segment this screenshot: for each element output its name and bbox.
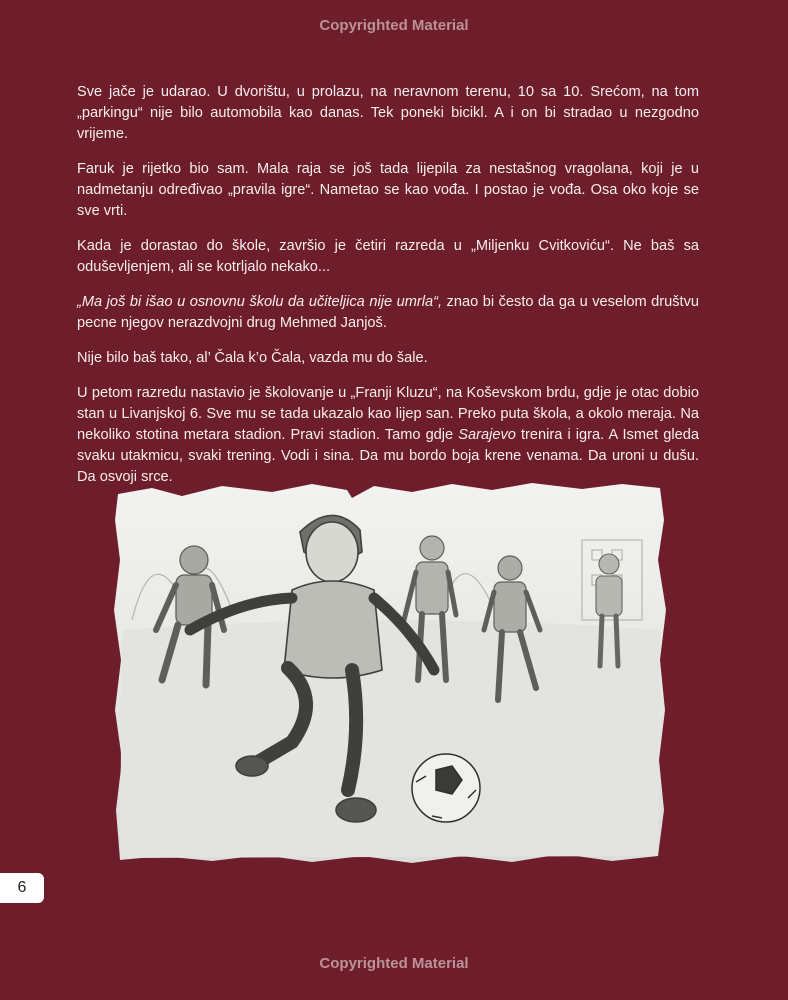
watermark-bottom: Copyrighted Material (319, 955, 469, 972)
paragraph-6-start: U petom razredu nastavio je školovanje u „Franji Kluzu“, na Koševskom brdu, gdje je otac dobio stan u Livanjskoj 6. Sve mu se tada ukazalo kao lijep san. Preko puta škola, a okolo meraja. Na nekoliko stotina metara stadion. Pravi stadion. Tamo gdje (77, 385, 699, 443)
quote-rest: znao bi često da ga u veselom društvu pecne njegov nerazdvojni drug Mehmed Janjoš. (77, 294, 700, 331)
paragraph-6 (77, 383, 699, 488)
paragraph-2: Faruk je rijetko bio sam. Mala raja se još tada lijepila za nestašnog vragolana, koji je u nadmetanju određivao „pravila igre“. Nametao se kao vođa. I postao je vođa. Osa oko koje se sve vrti. (77, 161, 699, 219)
watermark-top: Copyrighted Material (319, 17, 469, 34)
paragraph-3: Kada je dorastao do škole, završio je četiri razreda u „Miljenku Cvitkoviću“. Ne baš sa oduševljenjem, ali se kotrljalo nekako... (77, 238, 699, 275)
club-name-italic: Sarajevo (458, 427, 516, 443)
field-ground (120, 620, 660, 858)
paragraph-6-end: trenira i igra. A Ismet gleda svaku utakmicu, svaki trening. Vodi i sina. Da mu bordo boja krene venama. Da uroni u dušu. Da osvoji srce. (77, 427, 699, 485)
paragraph-4 (77, 292, 699, 334)
page-number: 6 (0, 873, 44, 903)
paragraph-1: Sve jače je udarao. U dvorištu, u prolazu, na neravnom terenu, 10 sa 10. Srećom, na tom „parkingu“ nije bilo automobila kao danas. Tek poneki bicikl. A i on bi stradao u nezgodno vrijeme. (77, 84, 699, 142)
football-illustration (112, 480, 668, 864)
football (412, 754, 480, 822)
body-text (77, 82, 699, 502)
quote-italic: „Ma još bi išao u osnovnu školu da učiteljica nije umrla“, (77, 294, 443, 310)
paragraph-5: Nije bilo baš tako, al’ Čala k’o Čala, vazda mu do šale. (77, 350, 428, 366)
